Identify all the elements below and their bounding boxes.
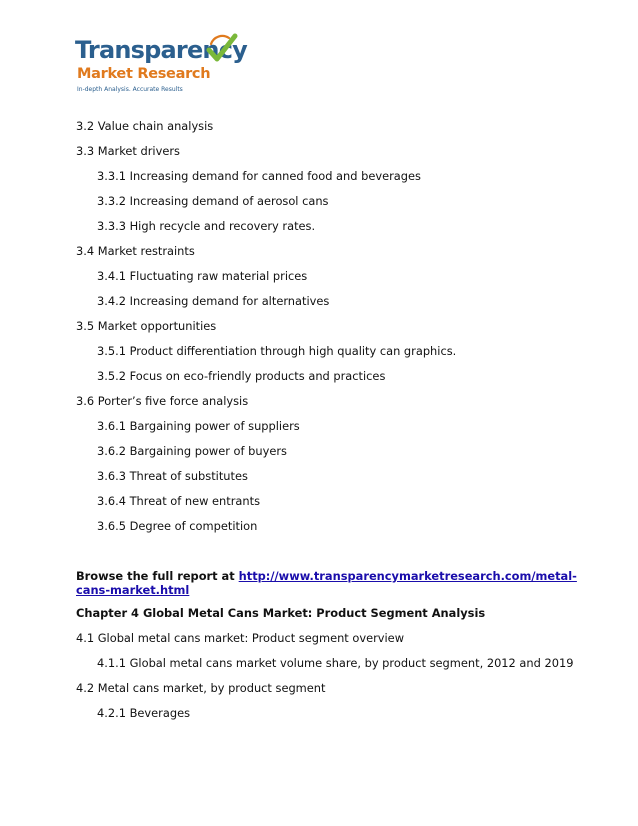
logo-subtitle: Market Research [77, 66, 211, 82]
toc-entry: 4.1 Global metal cans market: Product segment overview [76, 631, 405, 645]
toc-subentry: 3.6.3 Threat of substitutes [97, 469, 248, 483]
browse-report-line-2 [76, 583, 189, 597]
toc-subentry: 3.6.1 Bargaining power of suppliers [97, 419, 300, 433]
toc-subentry: 3.4.1 Fluctuating raw material prices [97, 269, 308, 283]
toc-subentry: 4.1.1 Global metal cans market volume share, by product segment, 2012 and 2019 [97, 656, 574, 670]
toc-subentry: 4.2.1 Beverages [97, 706, 191, 720]
toc-subentry: 3.6.2 Bargaining power of buyers [97, 444, 287, 458]
company-logo [75, 36, 245, 98]
toc-subentry: 3.6.5 Degree of competition [97, 519, 258, 533]
toc-entry: 3.3 Market drivers [76, 144, 180, 158]
logo-name: Transparency [75, 36, 247, 64]
toc-subentry: 3.4.2 Increasing demand for alternatives [97, 294, 330, 308]
browse-prefix: Browse the full report at [76, 569, 239, 583]
toc-subentry: 3.3.2 Increasing demand of aerosol cans [97, 194, 329, 208]
toc-subentry: 3.5.2 Focus on eco-friendly products and practices [97, 369, 386, 383]
report-link[interactable]: http://www.transparencymarketresearch.com/metal- [238, 569, 577, 583]
toc-subentry: 3.3.1 Increasing demand for canned food and beverages [97, 169, 421, 183]
toc-entry: 3.5 Market opportunities [76, 319, 217, 333]
browse-report-line [76, 569, 577, 583]
toc-entry: 3.4 Market restraints [76, 244, 195, 258]
toc-subentry: 3.6.4 Threat of new entrants [97, 494, 261, 508]
toc-subentry: 3.3.3 High recycle and recovery rates. [97, 219, 316, 233]
logo-tagline: In-depth Analysis. Accurate Results [77, 86, 183, 93]
check-mark-icon [205, 32, 239, 66]
toc-entry: 3.2 Value chain analysis [76, 119, 214, 133]
chapter-heading: Chapter 4 Global Metal Cans Market: Product Segment Analysis [76, 606, 486, 620]
toc-entry: 4.2 Metal cans market, by product segment [76, 681, 326, 695]
toc-subentry: 3.5.1 Product differentiation through high quality can graphics. [97, 344, 457, 358]
report-link-continued[interactable]: cans-market.html [76, 583, 190, 597]
toc-entry: 3.6 Porter’s five force analysis [76, 394, 249, 408]
